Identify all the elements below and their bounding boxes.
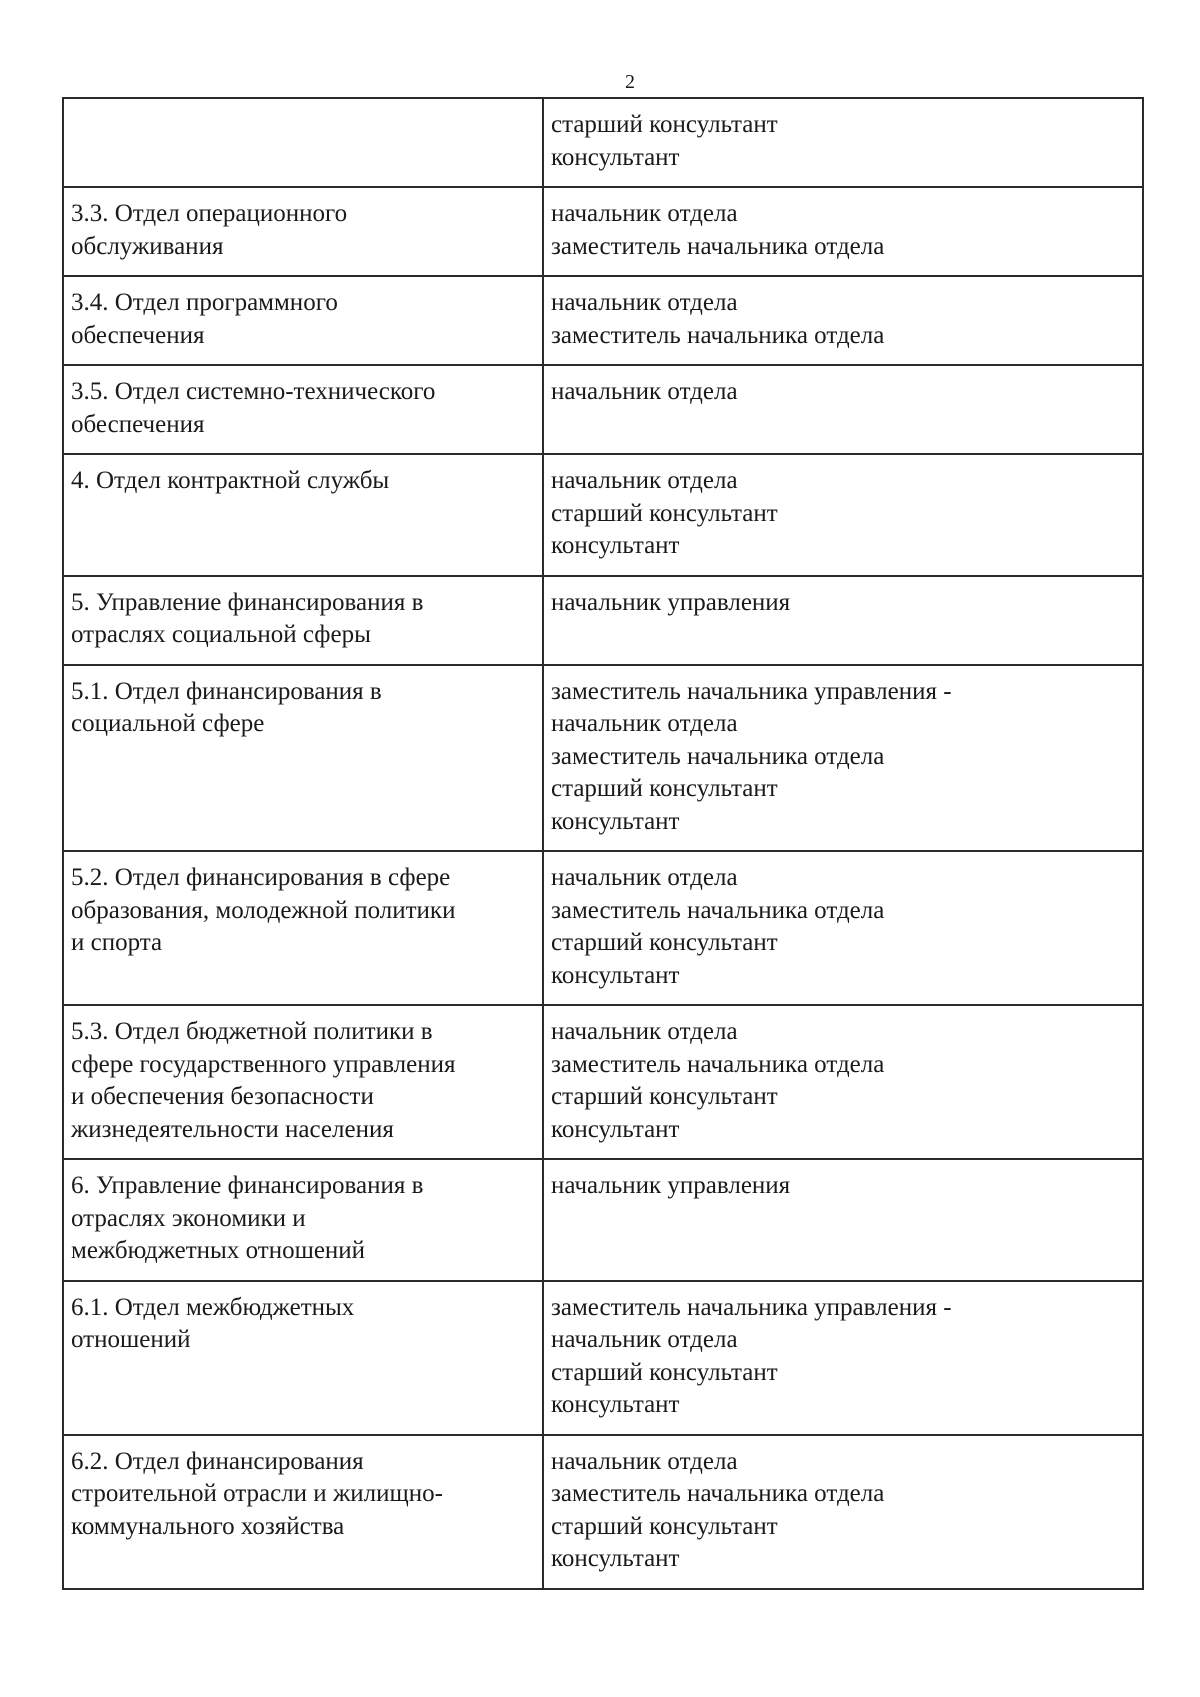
- table-row: [63, 98, 1143, 187]
- department-line: 6.1. Отдел межбюджетных: [71, 1293, 355, 1321]
- department-line: коммунального хозяйства: [71, 1512, 345, 1540]
- department-line: отраслях экономики и: [71, 1204, 306, 1232]
- department-cell: [63, 276, 543, 365]
- position-line: начальник отдела: [551, 289, 738, 316]
- department-line: 5.3. Отдел бюджетной политики в: [71, 1018, 433, 1045]
- position-line: консультант: [551, 143, 680, 171]
- department-line: 3.4. Отдел программного: [71, 289, 338, 316]
- position-line: начальник отдела: [551, 200, 738, 227]
- staff-structure-table: [62, 97, 1144, 1590]
- position-line: старший консультант: [551, 111, 778, 138]
- department-line: и обеспечения безопасности: [71, 1083, 374, 1110]
- department-line: сфере государственного управления: [71, 1050, 456, 1078]
- positions-cell: [543, 454, 1143, 576]
- position-line: начальник отдела: [551, 378, 738, 405]
- positions-cell: [543, 1281, 1143, 1435]
- position-line: старший консультант: [551, 1512, 778, 1540]
- department-line: и спорта: [71, 929, 163, 956]
- department-cell: [63, 665, 543, 852]
- department-line: 4. Отдел контрактной службы: [71, 467, 390, 494]
- department-cell: [63, 1281, 543, 1435]
- department-line: обеспечения: [71, 410, 205, 438]
- table-row: [63, 1435, 1143, 1589]
- department-cell: [63, 1435, 543, 1589]
- positions-cell: [543, 851, 1143, 1005]
- table-row: [63, 665, 1143, 852]
- position-line: начальник отдела: [551, 1018, 738, 1045]
- department-cell: [63, 1005, 543, 1159]
- department-line: 3.5. Отдел системно-технического: [71, 378, 436, 405]
- table-row: [63, 454, 1143, 576]
- department-line: социальной сфере: [71, 710, 265, 737]
- position-line: начальник отдела: [551, 864, 738, 891]
- department-line: 3.3. Отдел операционного: [71, 200, 348, 227]
- department-cell: [63, 1159, 543, 1281]
- department-line: обслуживания: [71, 232, 224, 260]
- table-body: [63, 98, 1143, 1589]
- department-cell: [63, 851, 543, 1005]
- position-line: заместитель начальника отдела: [551, 321, 885, 349]
- position-line: заместитель начальника отдела: [551, 1480, 885, 1507]
- department-line: жизнедеятельности населения: [71, 1115, 394, 1143]
- position-line: заместитель начальника отдела: [551, 896, 885, 924]
- table-row: [63, 1005, 1143, 1159]
- position-line: консультант: [551, 1115, 680, 1143]
- position-line: консультант: [551, 807, 680, 835]
- position-line: заместитель начальника управления -: [551, 1293, 952, 1321]
- positions-cell: [543, 187, 1143, 276]
- position-line: начальник отдела: [551, 1447, 738, 1475]
- position-line: консультант: [551, 532, 680, 559]
- department-line: строительной отрасли и жилищно-: [71, 1480, 443, 1507]
- positions-cell: [543, 576, 1143, 665]
- department-cell: [63, 98, 543, 187]
- table-row: [63, 851, 1143, 1005]
- positions-cell: [543, 365, 1143, 454]
- department-cell: [63, 576, 543, 665]
- table-row: [63, 576, 1143, 665]
- department-line: обеспечения: [71, 321, 205, 349]
- department-cell: [63, 454, 543, 576]
- department-line: отношений: [71, 1326, 191, 1353]
- position-line: старший консультант: [551, 1083, 778, 1110]
- table-row: [63, 1281, 1143, 1435]
- positions-cell: [543, 1159, 1143, 1281]
- position-line: начальник отдела: [551, 1326, 738, 1353]
- position-line: консультант: [551, 1391, 680, 1418]
- department-line: образования, молодежной политики: [71, 896, 456, 924]
- position-line: заместитель начальника отдела: [551, 1050, 885, 1078]
- positions-cell: [543, 665, 1143, 852]
- positions-cell: [543, 276, 1143, 365]
- table-row: [63, 1159, 1143, 1281]
- department-line: 6.2. Отдел финансирования: [71, 1447, 364, 1475]
- department-line: 5.1. Отдел финансирования в: [71, 677, 382, 705]
- position-line: начальник отдела: [551, 467, 738, 494]
- page-number: 2: [625, 71, 635, 93]
- position-line: консультант: [551, 1545, 680, 1572]
- positions-cell: [543, 98, 1143, 187]
- positions-cell: [543, 1435, 1143, 1589]
- department-cell: [63, 187, 543, 276]
- position-line: старший консультант: [551, 1358, 778, 1386]
- department-line: межбюджетных отношений: [71, 1237, 366, 1264]
- position-line: заместитель начальника управления -: [551, 677, 952, 705]
- table-row: [63, 365, 1143, 454]
- position-line: старший консультант: [551, 929, 778, 956]
- position-line: старший консультант: [551, 499, 778, 527]
- position-line: старший консультант: [551, 775, 778, 802]
- position-line: начальник управления: [551, 1172, 791, 1199]
- department-line: 5.2. Отдел финансирования в сфере: [71, 864, 451, 891]
- department-line: 6. Управление финансирования в: [71, 1172, 424, 1199]
- position-line: консультант: [551, 961, 680, 989]
- table-row: [63, 187, 1143, 276]
- table-row: [63, 276, 1143, 365]
- position-line: заместитель начальника отдела: [551, 232, 885, 260]
- position-line: заместитель начальника отдела: [551, 742, 885, 770]
- department-line: отраслях социальной сферы: [71, 621, 371, 648]
- position-line: начальник управления: [551, 588, 791, 616]
- position-line: начальник отдела: [551, 710, 738, 737]
- department-line: 5. Управление финансирования в: [71, 588, 424, 616]
- positions-cell: [543, 1005, 1143, 1159]
- department-cell: [63, 365, 543, 454]
